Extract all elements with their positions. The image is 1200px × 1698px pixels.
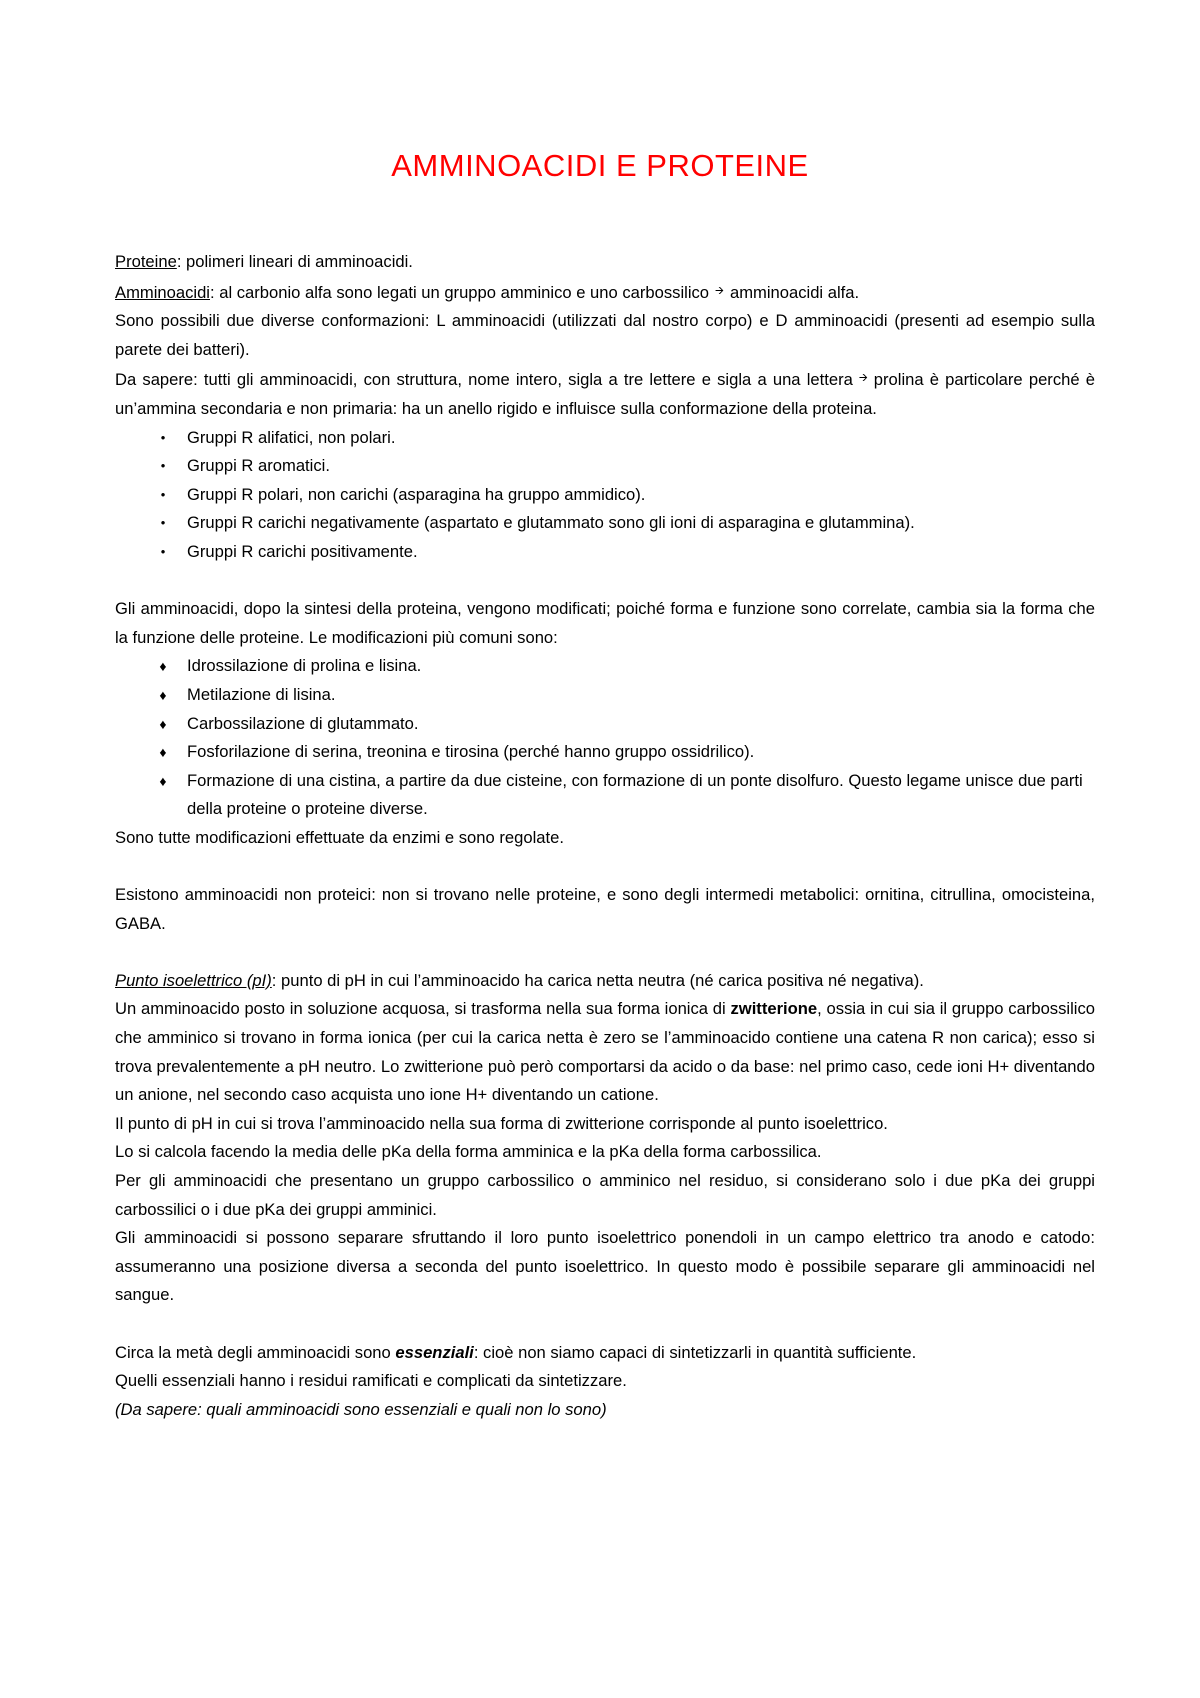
list-item: • Gruppi R carichi positivamente. (115, 538, 1095, 567)
modificazioni-intro: Gli amminoacidi, dopo la sintesi della proteina, vengono modificati; poiché forma e funzione sono correlate, cambia sia la forma che la funzione delle proteine. Le modificazioni più comuni sono: (115, 599, 1095, 647)
essenziali-term: essenziali (395, 1342, 474, 1362)
document-body (115, 248, 1095, 1424)
bullet-icon: • (160, 429, 166, 445)
list-item: ♦ Carbossilazione di glutammato. (115, 710, 1095, 739)
list-item: ♦ Metilazione di lisina. (115, 681, 1095, 710)
zwitterione-paragraph: Un amminoacido posto in soluzione acquosa, si trasforma nella sua forma ionica di zwitterione, ossia in cui sia il gruppo carbossilico che amminico si trovano in forma ionica (per cui la carica netta è zero se l’amminoacido contiene una catena R non carica); esso si trova prevalentemente a pH neutro. Lo zwitterione può però comportarsi da acido o da base: nel primo caso, cede ioni H+ diventando un anione, nel secondo caso acquista uno ione H+ diventando un catione. (115, 999, 1095, 1105)
essenziali-paragraph-2: Quelli essenziali hanno i residui ramificati e complicati da sintetizzare. (115, 1371, 627, 1391)
proteine-term: Proteine (115, 252, 177, 271)
punto-isoelettrico-definition: Punto isoelettrico (pI): punto di pH in cui l’amminoacido ha carica netta neutra (né carica positiva né negativa). (115, 970, 924, 990)
list-item: • Gruppi R aromatici. (115, 452, 1095, 481)
diamond-bullet-icon: ♦ (159, 744, 167, 761)
arrow-icon: 🡪 (715, 284, 724, 297)
pi-paragraph-3: Il punto di pH in cui si trova l’amminoacido nella sua forma di zwitterione corrisponde al punto isoelettrico. (115, 1113, 888, 1133)
page-title: AMMINOACIDI E PROTEINE (391, 148, 809, 183)
conformazioni-paragraph: Sono possibili due diverse conformazioni: L amminoacidi (utilizzati dal nostro corpo) e D amminoacidi (presenti ad esempio sulla parete dei batteri). (115, 311, 1095, 359)
pi-paragraph-5: Per gli amminoacidi che presentano un gruppo carbossilico o amminico nel residuo, si considerano solo i due pKa dei gruppi carbossilici o i due pKa dei gruppi amminici. (115, 1171, 1095, 1219)
list-item: ♦ Idrossilazione di prolina e lisina. (115, 652, 1095, 681)
bullet-icon: • (160, 458, 166, 474)
modificazioni-end: Sono tutte modificazioni effettuate da enzimi e sono regolate. (115, 827, 564, 847)
da-sapere-paragraph: Da sapere: tutti gli amminoacidi, con struttura, nome intero, sigla a tre lettere e sigla a una lettera 🡪 prolina è particolare perché è un’ammina secondaria e non primaria: ha un anello rigido e influisce sulla conformazione della proteina. (115, 370, 1095, 418)
arrow-icon: 🡪 (858, 372, 868, 385)
list-item: ♦ Fosforilazione di serina, treonina e tirosina (perché hanno gruppo ossidrilico). (115, 738, 1095, 767)
list-item: • Gruppi R polari, non carichi (asparagina ha gruppo ammidico). (115, 481, 1095, 510)
proteine-definition: Proteine: polimeri lineari di amminoacidi. (115, 252, 413, 271)
gruppi-r-list (115, 424, 1095, 567)
non-proteici-paragraph: Esistono amminoacidi non proteici: non si trovano nelle proteine, e sono degli intermedi metabolici: ornitina, citrullina, omocisteina, GABA. (115, 885, 1095, 933)
diamond-bullet-icon: ♦ (159, 715, 167, 732)
amminoacidi-definition: Amminoacidi: al carbonio alfa sono legati un gruppo amminico e uno carbossilico 🡪 amminoacidi alfa. (115, 282, 860, 302)
bullet-icon: • (160, 486, 166, 502)
pi-paragraph-4: Lo si calcola facendo la media delle pKa della forma amminica e la pKa della forma carbossilica. (115, 1142, 822, 1162)
bullet-icon: • (160, 515, 166, 531)
punto-isoelettrico-term: Punto isoelettrico (pI) (115, 970, 272, 990)
essenziali-note: (Da sapere: quali amminoacidi sono essenziali e quali non lo sono) (115, 1399, 607, 1419)
amminoacidi-term: Amminoacidi (115, 282, 210, 302)
zwitterione-term: zwitterione (730, 999, 818, 1019)
diamond-bullet-icon: ♦ (159, 772, 167, 789)
list-item: ♦ Formazione di una cistina, a partire da due cisteine, con formazione di un ponte disolfuro. Questo legame unisce due parti della proteine o proteine diverse. (115, 767, 1095, 824)
diamond-bullet-icon: ♦ (159, 658, 167, 675)
pi-paragraph-6: Gli amminoacidi si possono separare sfruttando il loro punto isoelettrico ponendoli in un campo elettrico tra anodo e catodo: assumeranno una posizione diversa a seconda del punto isoelettrico. In questo modo è possibile separare gli amminoacidi nel sangue. (115, 1228, 1095, 1305)
list-item: • Gruppi R alifatici, non polari. (115, 424, 1095, 453)
diamond-bullet-icon: ♦ (159, 686, 167, 703)
essenziali-paragraph: Circa la metà degli amminoacidi sono essenziali: cioè non siamo capaci di sintetizzarli in quantità sufficiente. (115, 1342, 917, 1362)
bullet-icon: • (160, 543, 166, 559)
modificazioni-list (115, 652, 1095, 824)
list-item: • Gruppi R carichi negativamente (aspartato e glutammato sono gli ioni di asparagina e glutammina). (115, 509, 1095, 538)
